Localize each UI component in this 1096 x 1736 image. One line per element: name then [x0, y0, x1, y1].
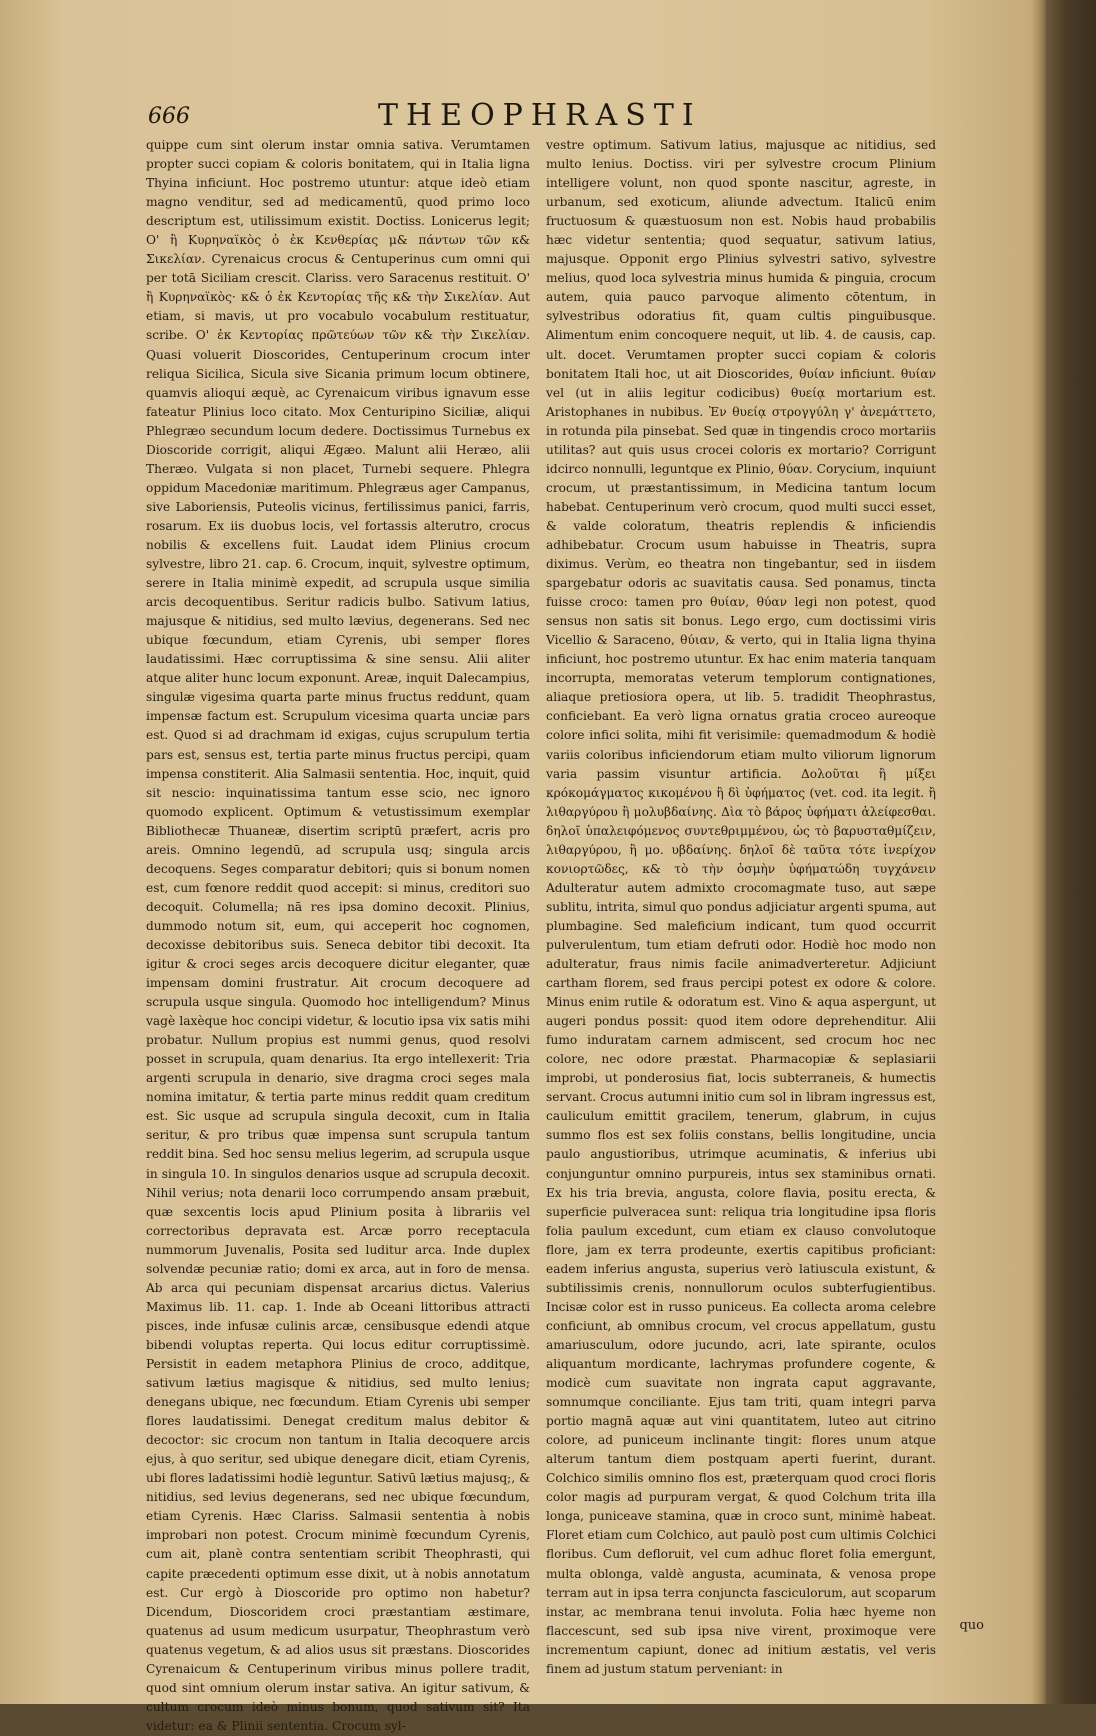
page-number: 666 [148, 104, 190, 129]
page-fold [1030, 0, 1046, 1704]
binding-shadow [1046, 0, 1096, 1704]
page-header [148, 98, 988, 134]
catchword: quo [959, 1618, 984, 1633]
left-column-text: quippe cum sint olerum instar omnia sativa. Verumtamen propter succi copiam & coloris bonitatem, qui in Italia ligna Thyina inficiunt. Hoc postremo utuntur: atque ideò etiam magno venditur, sed ad medicamentū, quod primo loco descriptum est, utilissimum existit. Doctiss. Lonicerus legit; Ο' ἢ Κυρηναϊκὸς ὁ ἐκ Κενθερίας μ& πάντων τῶν κ& Σικελίαν. Cyrenaicus crocus & Centuperinus cum omni qui per totā Siciliam crescit. Clariss. vero Saracenus restituit. Ο' ἢ Κυρηναϊκὸς· κ& ὁ ἐκ Κεντορίας τῆς κ& τὴν Σικελίαν. Aut etiam, si mavis, ut pro vocabulo vocabulum restituatur, scribe. Ο' ἐκ Κεντορίας πρῶτεύων τῶν κ& τὴν Σικελίαν. Quasi voluerit Dioscorides, Centuperinum crocum inter reliqua Sicilica, Sicula sive Sicania primum locum obtinere, quamvis alioqui æquè, ac Cyrenaicum viribus ignavum esse fateatur Plinius loco citato. Mox Centuripino Siciliæ, aliqui Phlegræo secundum locum dedere. Doctissimus Turnebus ex Dioscoride corrigit, aliqui Ægæo. Malunt alii Heræo, alii Theræo. Vulgata si non placet, Turnebi sequere. Phlegra oppidum Macedoniæ maritimum. Phlegræus ager Campanus, sive Laboriensis, Puteolis vicinus, fertilissimus panici, farris, rosarum. Ex iis duobus locis, vel fortassis alterutro, crocus nobilis & excellens fuit. Laudat idem Plinius crocum sylvestre, libro 21. cap. 6. Crocum, inquit, sylvestre optimum, serere in Italia minimè expedit, ad scrupula usque similia arcis decoquentibus. Seritur radicis bulbo. Sativum latius, majusque & nitidius, sed multo lævius, degenerans. Sed nec ubique fœcundum, etiam Cyrenis, ubi semper flores laudatissimi. Hæc corruptissima & sine sensu. Alii aliter atque aliter hunc locum exponunt. Areæ, inquit Dalecampius, singulæ vigesima quarta parte minus fructus reddunt, quam impensæ factum est. Scrupulum vicesima quarta unciæ pars est. Quod si ad drachmam id exigas, cujus scrupulum tertia pars est, sensus est, tertia parte minus fructus percipi, quam impensa constiterit. Alia Salmasii sententia. Hoc, inquit, quid sit nescio: inquinatissima tantum esse scio, nec ignoro quomodo explicent. Optimum & vetustissimum exemplar Bibliothecæ Thuaneæ, disertim scriptū præfert, acris pro areis. Omnino legendū, ad scrupula usq; singula arcis decoquens. Seges comparatur debitori; quis si bonum nomen est, cum fœnore reddit quod accepit: si minus, creditori suo decoquit. Columella; nā res ipsa domino decoxit. Plinius, dummodo notum sit, eum, qui acceperit hoc cognomen, decoxisse debitoribus suis. Seneca debitor tibi decoxit. Ita igitur & croci seges arcis decoquere dicitur eleganter, quæ impensam domini frustratur. Ait crocum decoquere ad scrupula usque singula. Quomodo hoc intelligendum? Minus vagè laxèque hoc concipi videtur, & locutio ipsa vix satis mihi probatur. Nullum propius est nummi genus, quod resolvi posset in scrupula, quam denarius. Ita ergo intellexerit: Tria argenti scrupula in denario, sive dragma croci seges mala nomina imitatur, & tertia parte minus reddit quam creditum est. Sic usque ad scrupula singula decoxit, cum in Italia seritur, & pro tribus quæ impensa sunt scrupula tantum reddit bina. Sed hoc sensu melius legerim, ad scrupula usque in singula 10. In singulos denarios usque ad scrupula decoxit. Nihil verius; nota denarii loco corrumpendo ansam præbuit, quæ sexcentis locis apud Plinium posita à librariis vel correctoribus depravata est. Arcæ porro receptacula nummorum Juvenalis, Posita sed luditur arca. Inde duplex solvendæ pecuniæ ratio; domi ex arca, aut in foro de mensa. Ab arca qui pecuniam dispensat arcarius dictus. Valerius Maximus lib. 11. cap. 1. Inde ab Oceani littoribus attracti pisces, inde infusæ culinis arcæ, censibusque edendi atque bibendi voluptas reperta. Qui locus editur corruptissimè. Persistit in eadem metaphora Plinius de croco, additque, sativum lætius magisque & nitidius, sed multo lenius; denegans ubique, nec fœcundum. Etiam Cyrenis ubi semper flores laudatissimi. Denegat creditum malus debitor & decoctor: sic crocum non tantum in Italia decoquere arcis ejus, à quo seritur, sed ubique denegare dicit, etiam Cyrenis, ubi flores ladatissimi hodiè leguntur. Sativū lætius majusq;, & nitidius, sed levius degenerans, sed nec ubique fœcundum, etiam Cyrenis. Hæc Clariss. Salmasii sententia à nobis improbari non potest. Crocum minimè fœcundum Cyrenis, cum ait, planè contra sententiam scribit Theophrasti, qui capite præcedenti optimum esse dixit, ut à nobis annotatum est. Cur ergò à Dioscoride pro optimo non habetur? Dicendum, Dioscoridem croci præstantiam æstimare, quatenus ad usum medicum usurpatur, Theophrastum verò quatenus vegetum, & ad alios usus sit præstans. Dioscorides Cyrenaicum & Centuperinum viribus minus pollere tradit, quod sint omnium olerum instar sativa. An igitur sativum, & cultum crocum ideò minus bonum, quod sativum sit? Ita videtur: ea & Plinii sententia. Crocum syl- [146, 138, 530, 1733]
running-title: THEOPHRASTI [378, 98, 702, 133]
left-text-column [146, 136, 530, 1736]
right-column-text: vestre optimum. Sativum latius, majusque ac nitidius, sed multo lenius. Doctiss. viri per sylvestre crocum Plinium intelligere volunt, non quod sponte nascitur, agreste, in urbanum, sed exoticum, aliunde advectum. Italicū enim fructuosum & quæstuosum non est. Nobis haud probabilis hæc videtur sententia; quod sequatur, sativum latius, majusque. Opponit ergo Plinius sylvestri sativo, sylvestre melius, quod loca sylvestria minus humida & pinguia, crocum autem, quia pauco parvoque alimento cōtentum, in sylvestribus odoratius fit, quam cultis pinguibusque. Alimentum enim concoquere nequit, ut lib. 4. de causis, cap. ult. docet. Verumtamen propter succi copiam & coloris bonitatem Itali hoc, ut ait Dioscorides, θυίαν inficiunt. θυίαν vel (ut in aliis legitur codicibus) θυείᾳ mortarium est. Aristophanes in nubibus. Ἐν θυείᾳ στρογγύλη γ' ἀνεμάττετο, in rotunda pila pinsebat. Sed quæ in tingendis croco mortariis utilitas? aut quis usus crocei coloris ex mortario? Corrigunt idcirco nonnulli, leguntque ex Plinio, θύαν. Corycium, inquiunt crocum, ut præstantissimum, in Medicina tantum locum habebat. Centuperinum verò crocum, quod multi succi esset, & valde coloratum, theatris replendis & inficiendis adhibebatur. Crocum usum habuisse in Theatris, supra diximus. Verùm, eo theatra non tingebantur, sed in iisdem spargebatur odoris ac suavitatis causa. Sed ponamus, tincta fuisse croco: tamen pro θυίαν, θύαν legi non potest, quod sensus non satis sit bonus. Lego ergo, cum doctissimi viris Vicellio & Saraceno, θύιαν, & verto, qui in Italia ligna thyina inficiunt, hoc postremo utuntur. Ex hac enim materia tanquam incorrupta, memoratas veterum templorum contignationes, aliaque pretiosiora opera, ut lib. 5. tradidit Theophrastus, conficiebant. Ea verò ligna ornatus gratia croceo aureoque colore infici solita, mihi fit verisimile: quemadmodum & hodiè variis coloribus inficiendorum etiam multo viliorum lignorum varia passim visuntur artificia. Δολοῦται ἢ μίξει κρόκομάγματος κικομένου ἢ δὶ ὑφήματος (vet. cod. ita legit. ἢ λιθαργύρου ἢ μολυβδαίνης. Δὶα τὸ βάρος ὑφήματι ἀλείφεσθαι. δηλοῖ ὑπαλειφόμενος συντεθριμμένου, ὡς τὸ βαρυσταθμίζειν, λιθαργύρου, ἢ μο. υβδαίνης. δηλοῖ δὲ ταῦτα τότε ἰνερίχον κονιορτῶδες, κ& τὸ τὴν ὀσμὴν ὑφήματώδη τυγχάνειν Adulteratur autem admixto crocomagmate tuso, aut sæpe sublitu, intrita, simul quo pondus adjiciatur argenti spuma, aut plumbagine. Sed maleficium indicant, tum quod occurrit pulverulentum, tum etiam defruti odor. Hodiè hoc modo non adulteratur, fraus nimis facile animadverteretur. Adjiciunt cartham florem, sed fraus percipi potest ex odore & colore. Minus enim rutile & odoratum est. Vino & aqua aspergunt, ut augeri pondus possit: quod item odore deprehenditur. Alii fumo induratam carnem admiscent, sed crocum hoc nec colore, nec odore præstat. Pharmacopiæ & seplasiarii improbi, ut ponderosius fiat, locis subterraneis, & humectis servant. Crocus autumni initio cum sol in libram ingressus est, cauliculum emittit gracilem, tenerum, glabrum, in cujus summo flos est sex foliis constans, bellis longitudine, uncia paulo angustioribus, utrimque acuminatis, & inferius ubi conjunguntur omnino purpureis, intus sex staminibus ornati. Ex his tria brevia, angusta, colore flavia, positu erecta, & superficie pulveracea sunt: reliqua tria longitudine ipsa floris folia paulum excedunt, cum etiam ex clauso convolutoque flore, jam ex terra prodeunte, exertis capitibus proficiant: eadem inferius angusta, superius verò latiuscula existunt, & subtilissimis crenis, nonnullorum oculos subterfugientibus. Incisæ color est in russo puniceus. Ea collecta aroma celebre conficiunt, ab omnibus crocum, vel crocus appellatum, gustu amariusculum, odore jucundo, acri, late spirante, oculos aliquantum mordicante, lachrymas profundere cogente, & modicè cum suavitate non ingrata caput aggravante, somnumque conciliante. Ejus tam triti, quam integri parva portio magnā aquæ aut vini quantitatem, luteo aut citrino colore, ad puniceum inclinante tingit: flores unum atque alterum tantum diem postquam aperti fuerint, durant. Colchico similis omnino flos est, præterquam quod croci floris color magis ad purpuram vergat, & quod Colchum trita illa longa, puniceave stamina, quæ in croco sunt, minimè habeat. Floret etiam cum Colchico, aut paulò post cum ultimis Colchici floribus. Cum defloruit, vel cum adhuc floret folia emergunt, multa oblonga, valdè angusta, acuminata, & venosa prope terram aut in ipsa terra conjuncta fasciculorum, aut scoparum instar, ac membrana tenui involuta. Folia hæc hyeme non flaccescunt, sed sub ipsa nive virent, proximoque vere incrementum capiunt, donec ad initium æstatis, vel veris finem ad justum statum perveniant: in [546, 138, 936, 1676]
right-text-column [546, 136, 936, 1679]
